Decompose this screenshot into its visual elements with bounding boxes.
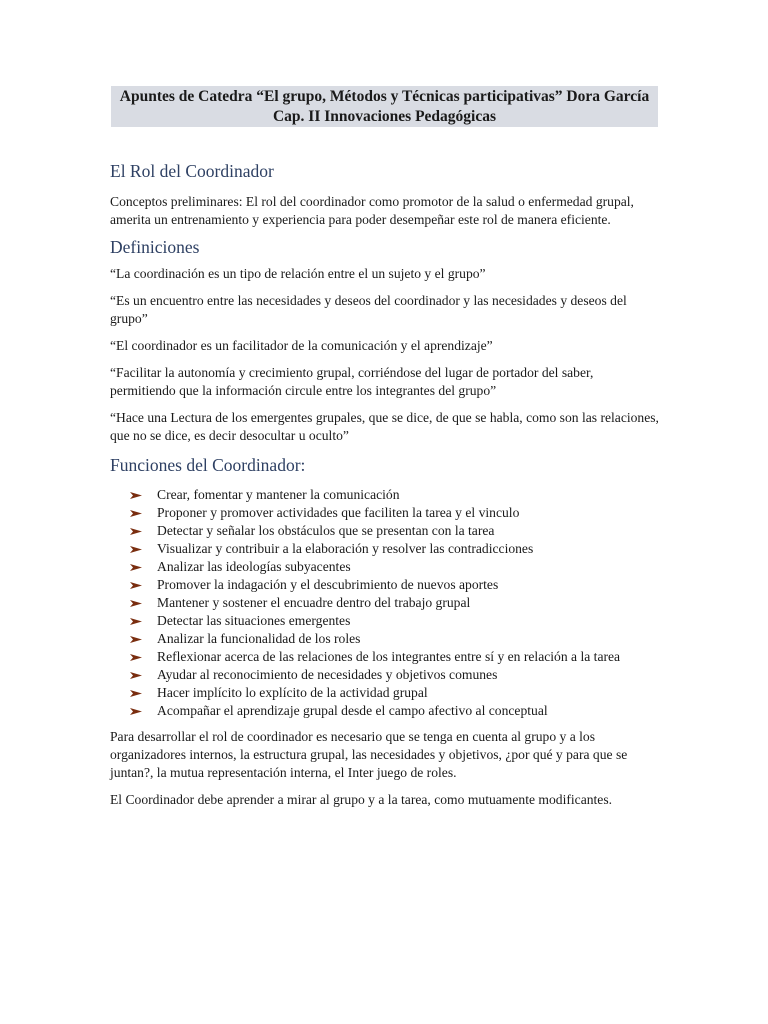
arrow-bullet-icon bbox=[130, 689, 142, 698]
document-body bbox=[110, 160, 662, 818]
list-item: Detectar las situaciones emergentes bbox=[130, 612, 662, 630]
paragraph-conceptos-preliminares: Conceptos preliminares: El rol del coordinador como promotor de la salud o enfermedad grupal, amerita un entrenamiento y experiencia para poder desempeñar este rol de manera eficiente. bbox=[110, 194, 634, 227]
definition-quote: “Es un encuentro entre las necesidades y deseos del coordinador y las necesidades y deseos del grupo” bbox=[110, 293, 627, 326]
arrow-bullet-icon bbox=[130, 599, 142, 608]
document-title-text: Apuntes de Catedra “El grupo, Métodos y Técnicas participativas” Dora García Cap. II Innovaciones Pedagógicas bbox=[119, 88, 650, 125]
definition-quote: “Facilitar la autonomía y crecimiento grupal, corriéndose del lugar de portador del saber, permitiendo que la información circule entre los integrantes del grupo” bbox=[110, 365, 594, 398]
heading-funciones-coordinador: Funciones del Coordinador: bbox=[110, 455, 306, 475]
list-item: Mantener y sostener el encuadre dentro del trabajo grupal bbox=[130, 594, 662, 612]
list-item: Ayudar al reconocimiento de necesidades y objetivos comunes bbox=[130, 666, 662, 684]
definition-quote: “Hace una Lectura de los emergentes grupales, que se dice, de que se habla, como son las relaciones, que no se dice, es decir desocultar u oculto” bbox=[110, 410, 659, 443]
list-item: Proponer y promover actividades que faciliten la tarea y el vinculo bbox=[130, 504, 662, 522]
arrow-bullet-icon bbox=[130, 617, 142, 626]
heading-rol-coordinador: El Rol del Coordinador bbox=[110, 161, 274, 181]
arrow-bullet-icon bbox=[130, 563, 142, 572]
definition-quote: “La coordinación es un tipo de relación entre el un sujeto y el grupo” bbox=[110, 266, 486, 281]
list-item: Analizar la funcionalidad de los roles bbox=[130, 630, 662, 648]
list-item: Promover la indagación y el descubrimiento de nuevos aportes bbox=[130, 576, 662, 594]
arrow-bullet-icon bbox=[130, 527, 142, 536]
arrow-bullet-icon bbox=[130, 581, 142, 590]
heading-definiciones: Definiciones bbox=[110, 237, 200, 257]
closing-paragraph: El Coordinador debe aprender a mirar al grupo y a la tarea, como mutuamente modificantes. bbox=[110, 792, 613, 807]
list-item: Reflexionar acerca de las relaciones de los integrantes entre sí y en relación a la tarea bbox=[130, 648, 662, 666]
definition-quote: “El coordinador es un facilitador de la comunicación y el aprendizaje” bbox=[110, 338, 493, 353]
list-item: Detectar y señalar los obstáculos que se presentan con la tarea bbox=[130, 522, 662, 540]
closing-paragraph: Para desarrollar el rol de coordinador es necesario que se tenga en cuenta al grupo y a los organizadores internos, la estructura grupal, las necesidades y objetivos, ¿por qué y para que se juntan?, la mutua representación interna, el Inter juego de roles. bbox=[110, 729, 628, 780]
arrow-bullet-icon bbox=[130, 491, 142, 500]
arrow-bullet-icon bbox=[130, 545, 142, 554]
arrow-bullet-icon bbox=[130, 635, 142, 644]
functions-list bbox=[110, 486, 662, 720]
arrow-bullet-icon bbox=[130, 653, 142, 662]
list-item: Hacer implícito lo explícito de la actividad grupal bbox=[130, 684, 662, 702]
list-item: Analizar las ideologías subyacentes bbox=[130, 558, 662, 576]
document-title bbox=[111, 86, 658, 127]
list-item: Visualizar y contribuir a la elaboración y resolver las contradicciones bbox=[130, 540, 662, 558]
arrow-bullet-icon bbox=[130, 671, 142, 680]
arrow-bullet-icon bbox=[130, 707, 142, 716]
list-item: Crear, fomentar y mantener la comunicación bbox=[130, 486, 662, 504]
list-item: Acompañar el aprendizaje grupal desde el campo afectivo al conceptual bbox=[130, 702, 662, 720]
arrow-bullet-icon bbox=[130, 509, 142, 518]
